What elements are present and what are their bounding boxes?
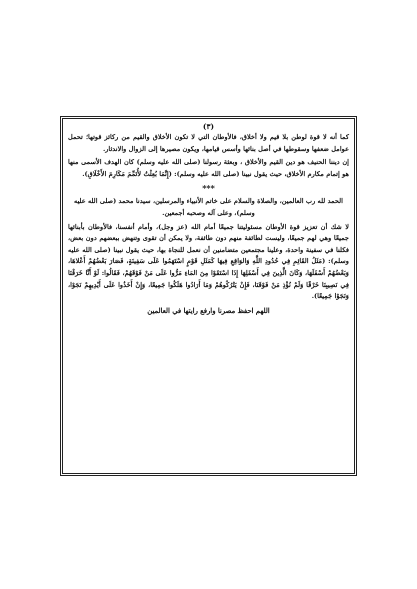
paragraph-3: الحمد لله رب العالمين، والصلاة والسلام على خاتم الأنبياء والمرسلين، سيدنا محمد (صلى الله عليه وسلم)، وعلى آله وصحبه أجمعين.: [74, 197, 343, 217]
section-separator: ***: [202, 183, 215, 194]
page-number: (٣): [202, 122, 215, 131]
paragraph-1: كما أنه لا قوة لوطن بلا قيم ولا أخلاق، فالأوطان التي لا تكون الأخلاق والقيم من ركائز قوتها؛ تحمل عوامل ضعفها وسقوطها في أصل بنائها وأسس قيامها، ويكون مصيرها إلى الزوال والاندثار.: [68, 133, 349, 153]
closing-prayer: اللهم احفظ مصرنا وارفع رايتها في العالمين: [147, 306, 270, 315]
paragraph-4: لا شك أن تعزيز قوة الأوطان مسئوليتنا جميعًا أمام الله (عز وجل)، وأمام أنفسنا، فالأوطان بأبنائها جميعًا وهي لهم جميعًا، وليست لطائفة منهم دون طائفة، ولا يمكن أن تقوى وتنهض ببعضهم دون بعض، فكلنا في سفينة واحدة، وعلينا مجتمعين متضامنين أن نعمل للنجاة بها، حيث يقول نبينا (صلى الله عليه وسلم): (مَثَلُ القَائِمِ فِي حُدُودِ اللَّهِ وَالوَاقِعِ فِيهَا كَمَثَلِ قَوْمٍ اسْتَهَمُوا عَلَى سَفِينَةٍ، فَصَارَ بَعْضُهُمْ أَعْلاهَا، وَبَعْضُهُمْ أَسْفَلَهَا، وَكَانَ الَّذِينَ فِي أَسْفَلِهَا إِذَا اسْتَقَوْا مِنَ المَاءِ مَرُّوا عَلَى مَنْ فَوْقَهُمْ، فَقَالُوا: لَوْ أَنَّا خَرَقْنَا فِي نَصِيبِنَا خَرْقًا وَلَمْ نُؤْذِ مَنْ فَوْقَنَا، فَإِنْ يَتْرُكُوهُمْ وَمَا أَرَادُوا هَلَكُوا جَمِيعًا، وَإِنْ أَخَذُوا عَلَى أَيْدِيهِمْ نَجَوْا، وَنَجَوْا جَمِيعًا).: [68, 222, 349, 301]
paragraph-2: إن ديننا الحنيف هو دين القيم والأخلاق ، وبعثة رسولنا (صلى الله عليه وسلم) كان الهدف الأسمى منها هو إتمام مكارم الأخلاق، حيث يقول نبينا (صلى الله عليه وسلم): (إِنَّمَا بُعِثْتُ لأُتَمِّمَ مَكَارِمَ الأَخْلَاقِ).: [68, 158, 349, 178]
page-frame: [60, 116, 357, 476]
